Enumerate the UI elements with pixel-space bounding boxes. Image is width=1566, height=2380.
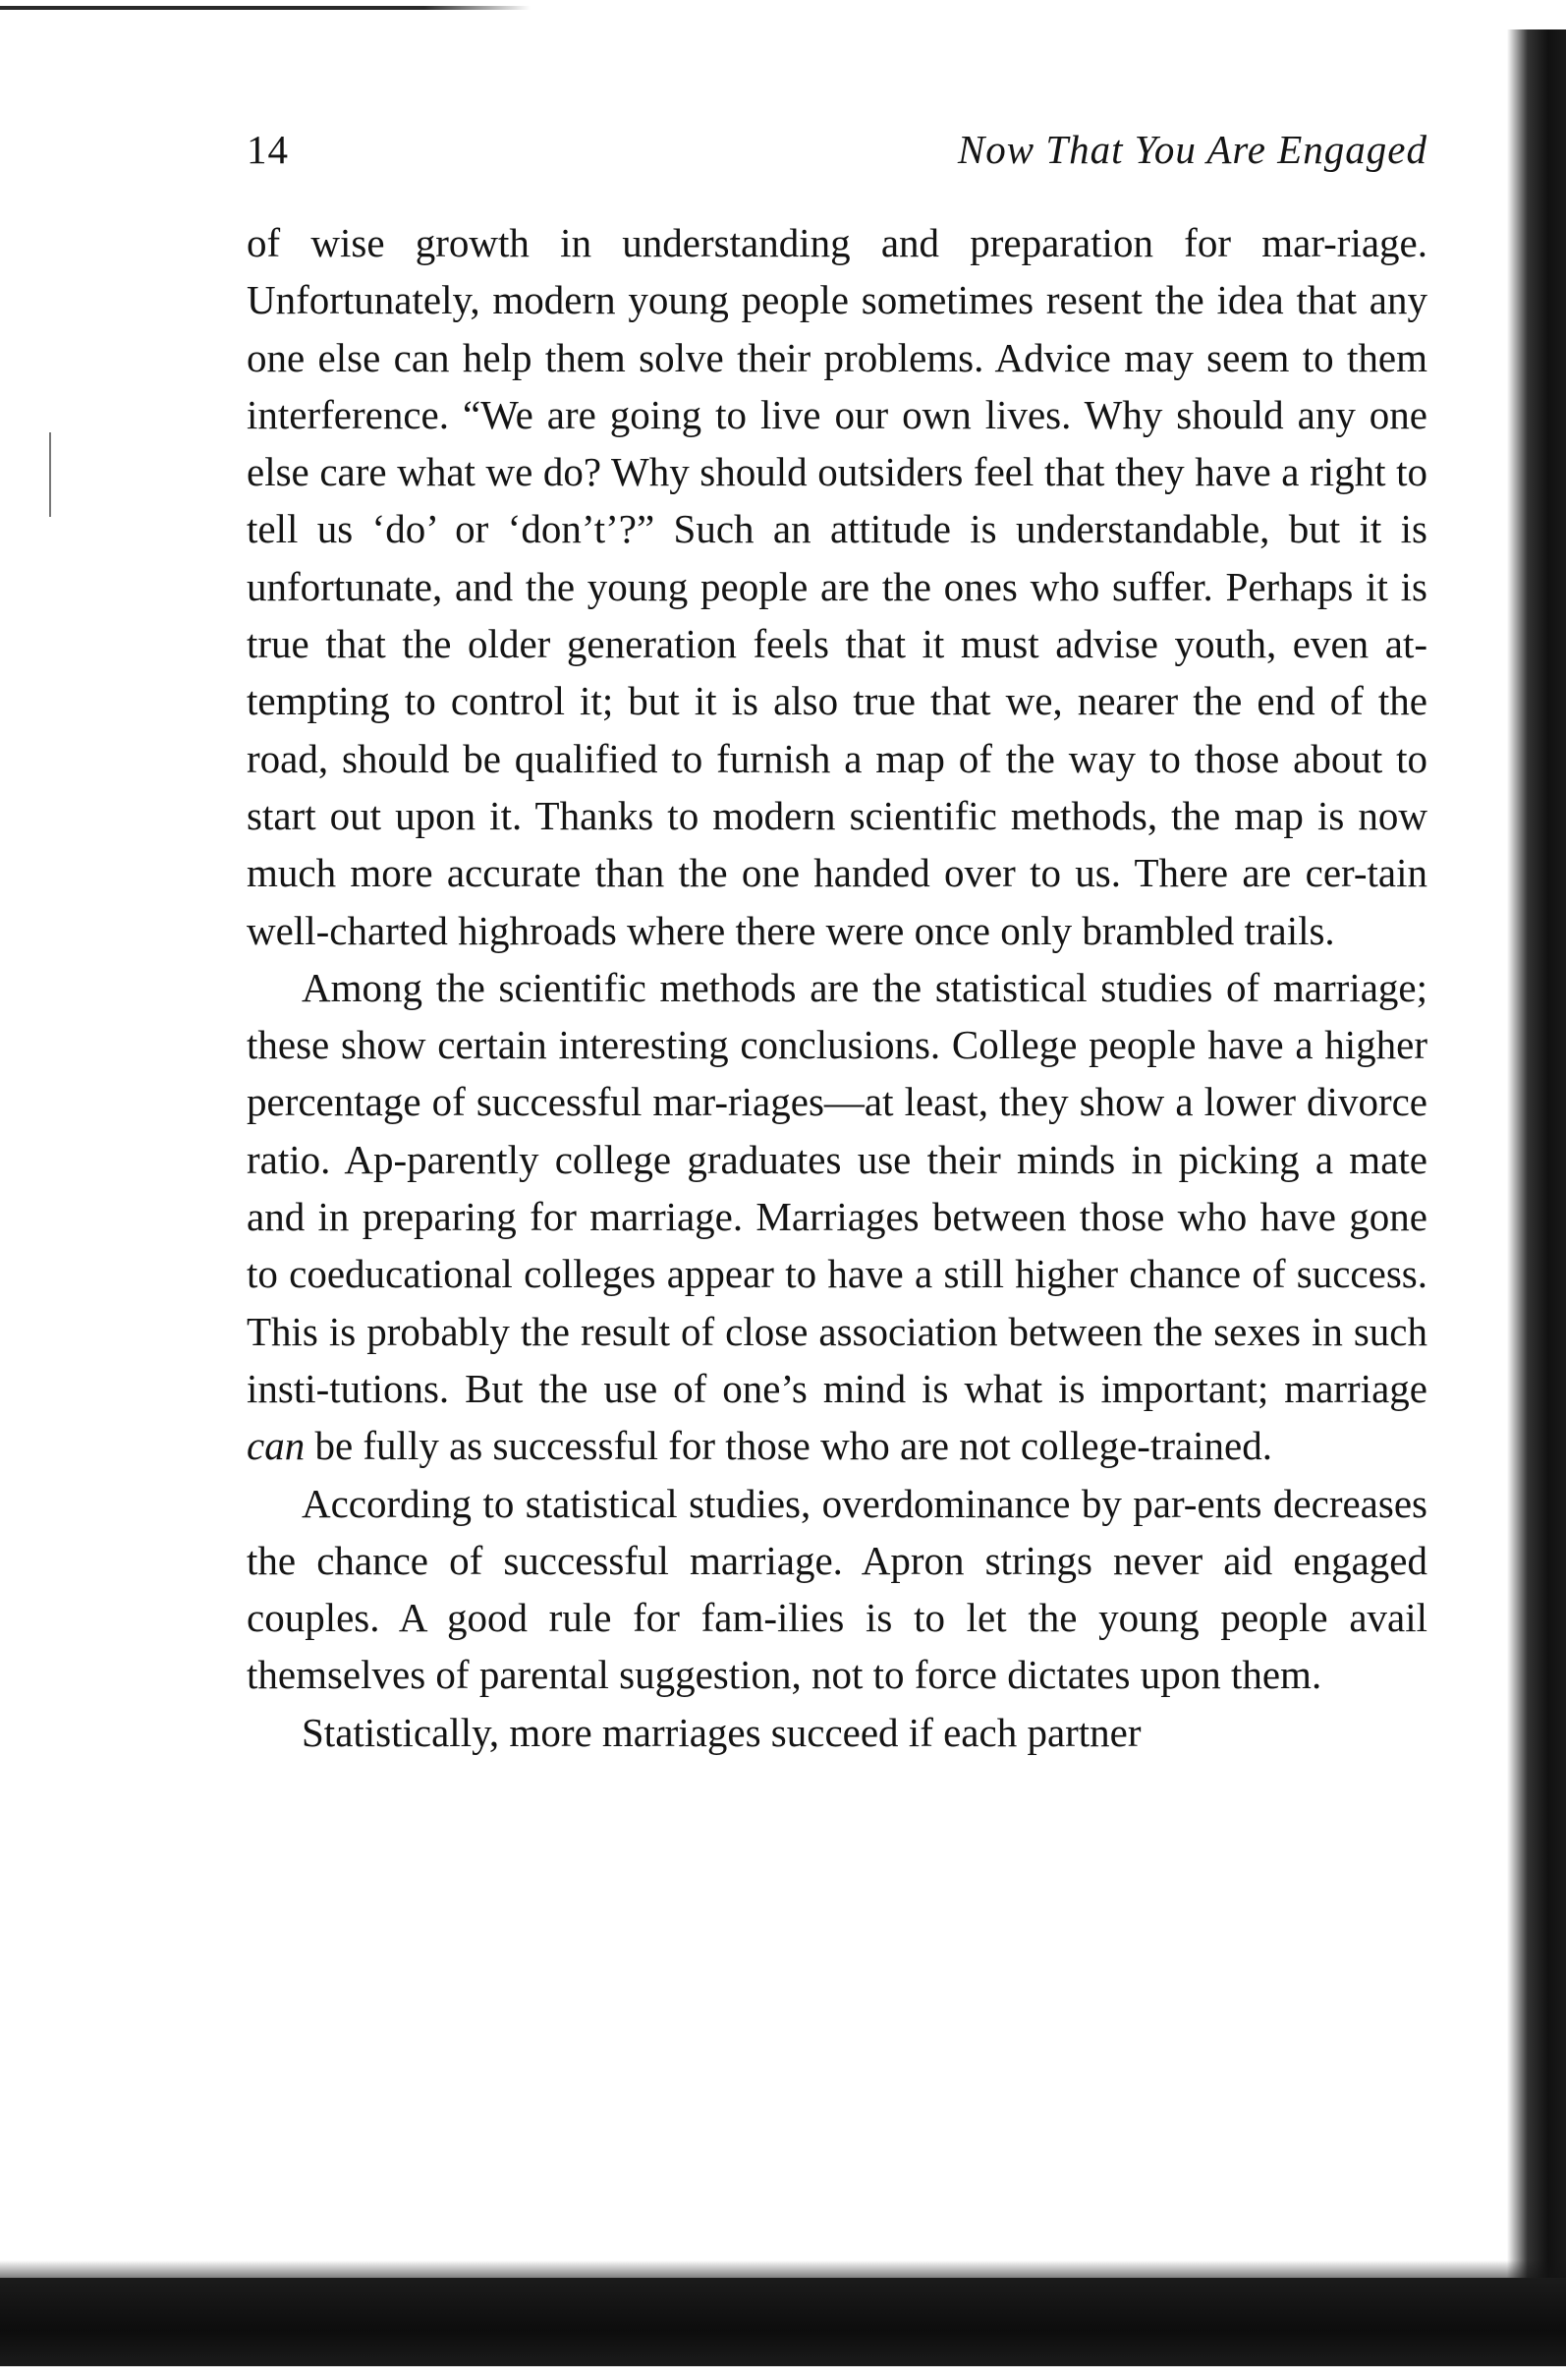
paragraph-segment: be fully as successful for those who are not college-trained. <box>305 1423 1273 1469</box>
page-header <box>247 126 1427 185</box>
paragraph <box>247 214 1427 959</box>
page-number: 14 <box>247 127 289 172</box>
paragraph-segment: Statistically, more marriages succeed if each partner <box>302 1709 1142 1755</box>
paragraph-segment: of wise growth in understanding and preparation for mar-riage. Unfortunately, modern young people sometimes resent the idea that any one else can help them solve their problems. Advice may seem to them interference. “We are going to live our own lives. Why should any one else care what we do? Why should outsiders feel that they have a right to tell us ‘do’ or ‘don’t’?” Such an attitude is understandable, but it is unfortunate, and the young people are the ones who suffer. Perhaps it is true that the older generation feels that it must advise youth, even at-tempting to control it; but it is also true that we, nearer the end of the road, should be qualified to furnish a map of the way to those about to start out upon it. Thanks to modern scientific methods, the map is now much more accurate than the one handed over to us. There are cer-tain well-charted highroads where there were once only brambled trails. <box>247 220 1427 953</box>
scan-bottom-edge-shadow <box>0 2278 1566 2366</box>
paragraph-segment: Among the scientific methods are the statistical studies of marriage; these show certain interesting conclusions. College people have a higher percentage of successful mar-riages—at least, they show a lower divorce ratio. Ap-parently college graduates use their minds in picking a mate and in preparing for marriage. Marriages between those who have gone to coeducational colleges appear to have a still higher chance of success. This is probably the result of close association between the sexes in such insti-tutions. But the use of one’s mind is what is important; marriage <box>247 964 1427 1411</box>
scan-right-edge-shadow <box>1507 29 1566 2358</box>
paragraph-segment-italic: can <box>247 1423 306 1469</box>
paragraph <box>247 959 1427 1475</box>
scan-top-rule <box>0 6 531 10</box>
paragraph <box>247 1704 1427 1761</box>
paragraph-segment: According to statistical studies, overdominance by par-ents decreases the chance of successful marriage. Apron strings never aid engaged couples. A good rule for fam-ilies is to let the young people avail themselves of parental suggestion, not to force dictates upon them. <box>247 1480 1427 1698</box>
scan-margin-mark <box>49 432 51 517</box>
running-head: Now That You Are Engaged <box>957 127 1427 172</box>
book-page <box>247 126 1427 1761</box>
body-text <box>247 214 1427 1761</box>
scan-bottom-fade <box>0 2260 1566 2280</box>
paragraph <box>247 1475 1427 1704</box>
